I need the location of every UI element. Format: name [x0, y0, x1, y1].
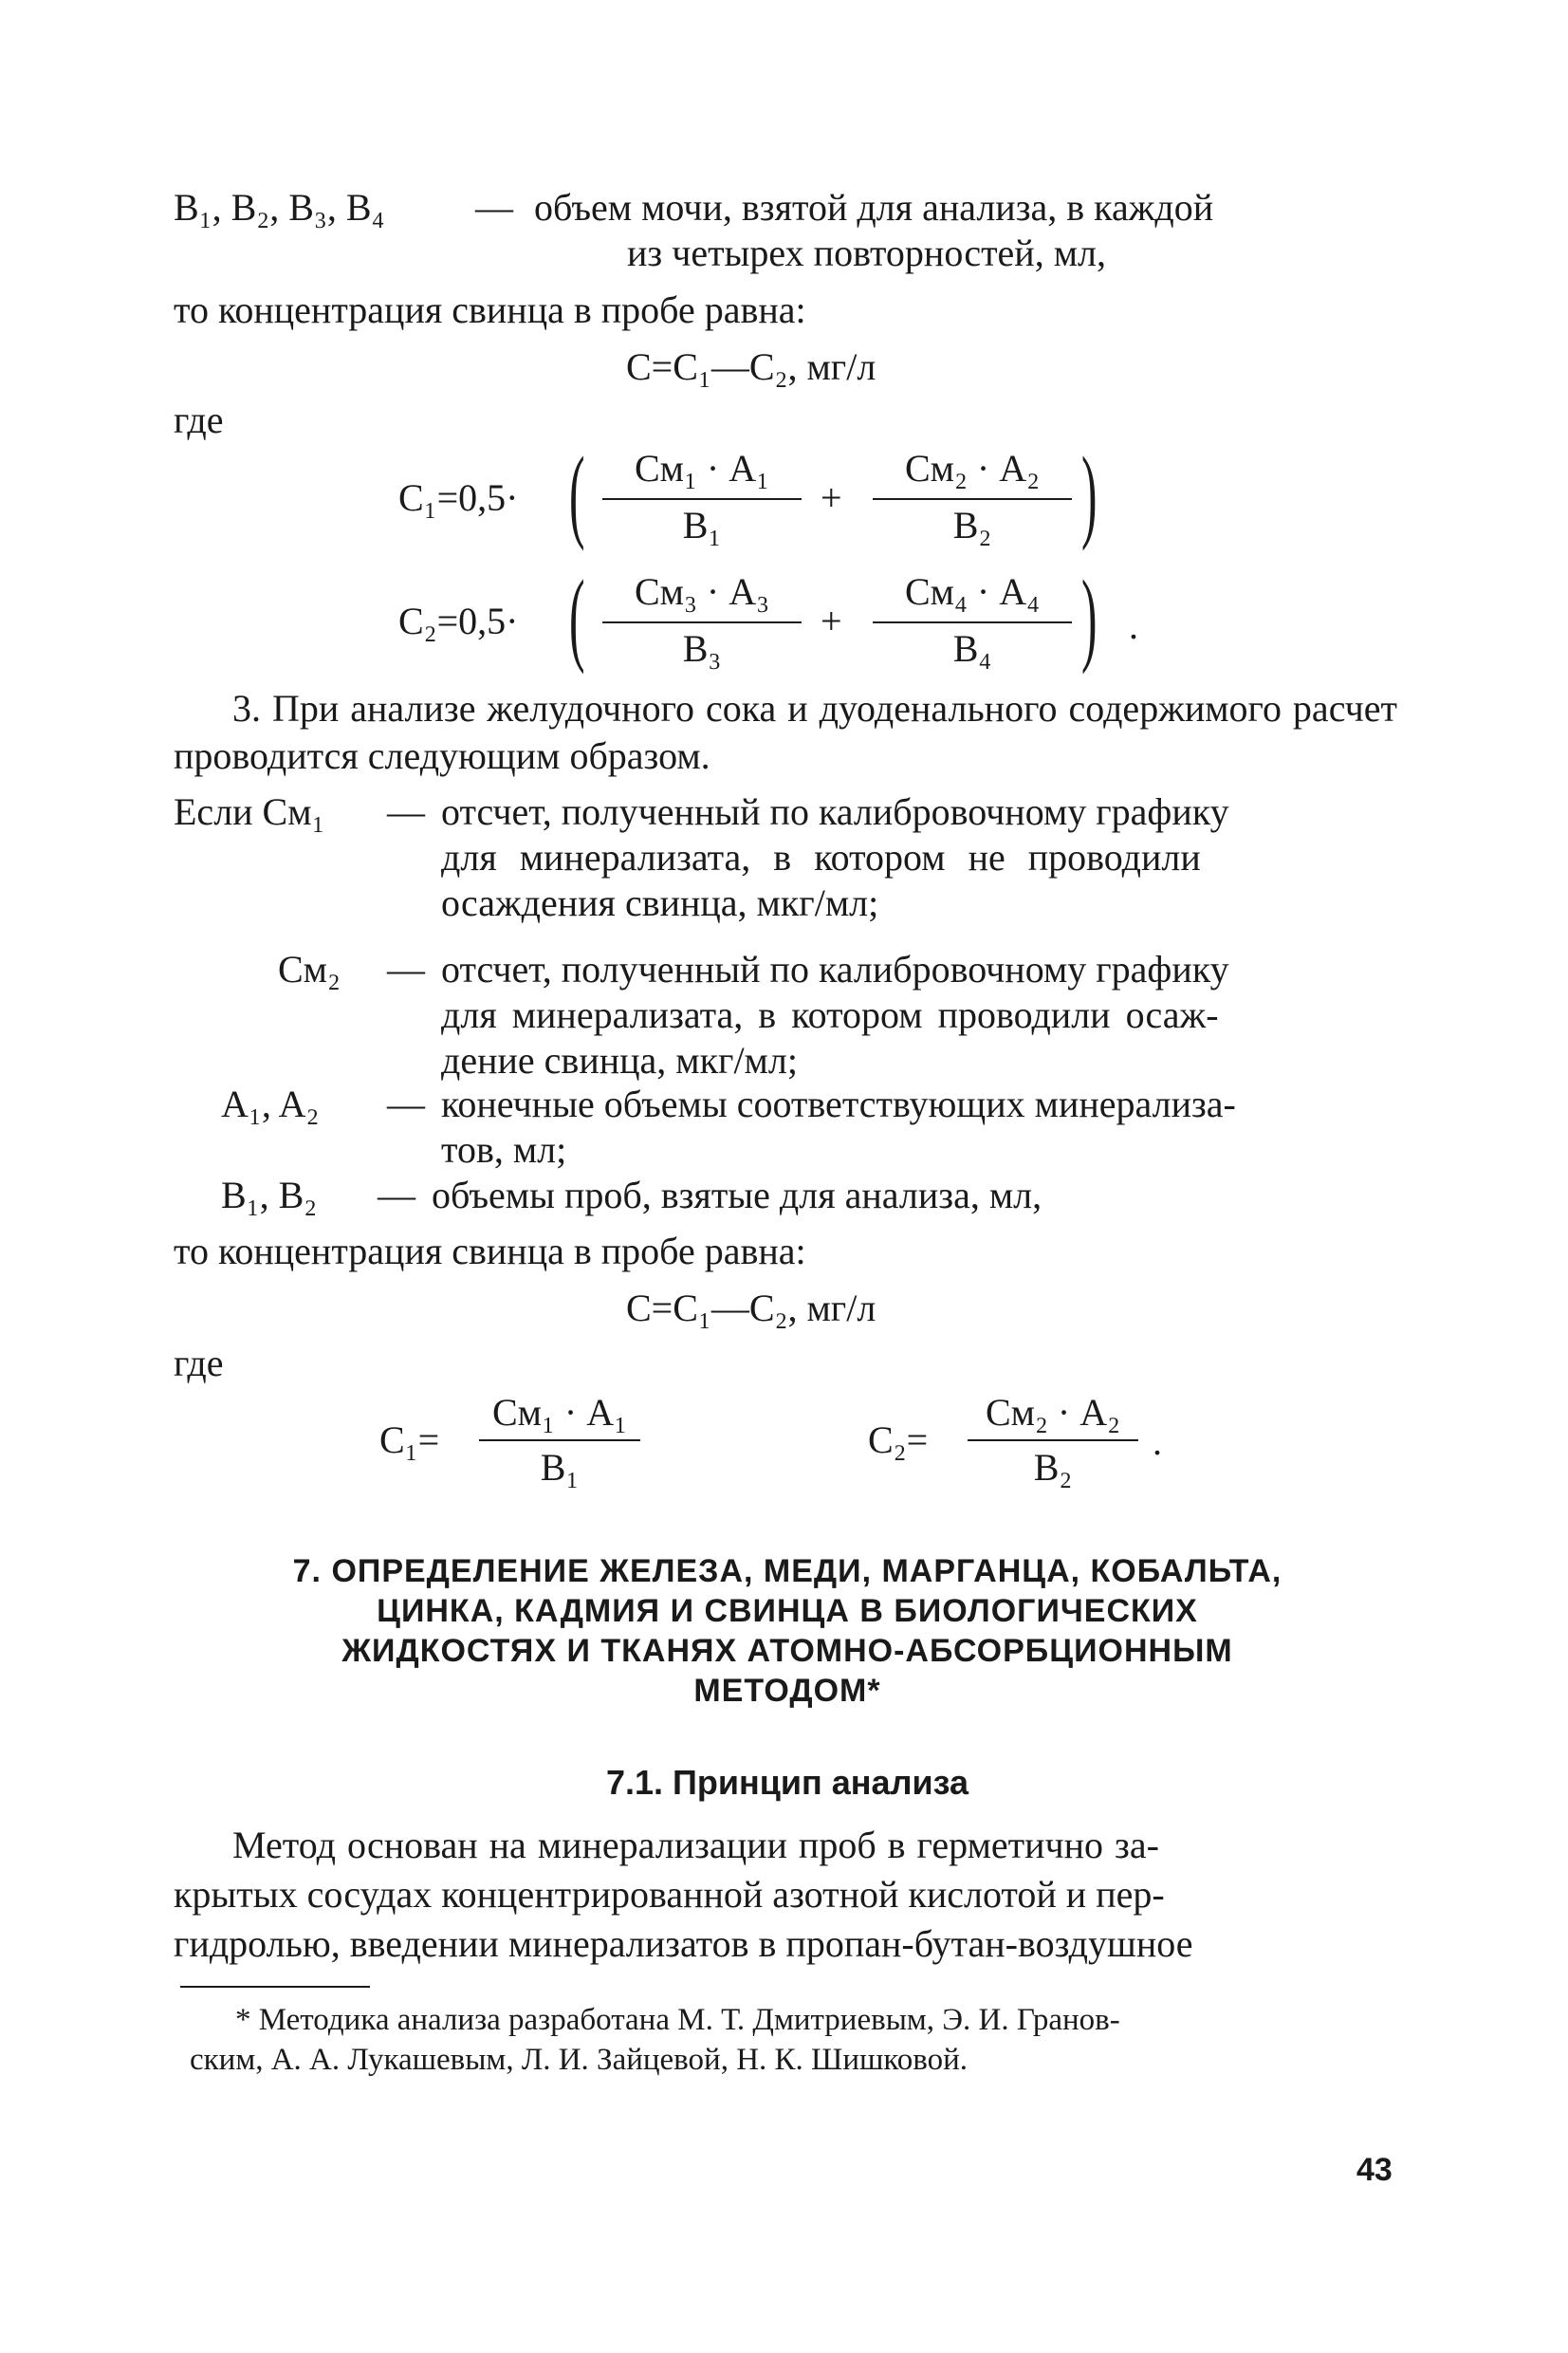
where-label: где — [174, 398, 224, 441]
definition-term: Cм₂ — [278, 948, 341, 991]
definition-text — [432, 1173, 1042, 1218]
plus-sign: + — [821, 600, 842, 642]
fraction-denominator: B₁ — [682, 504, 722, 547]
right-paren: ) — [1081, 435, 1098, 551]
fraction-bar — [602, 621, 802, 623]
footnote-line: ским, А. А. Лукашевым, Л. И. Зайцевой, Н. К. Шишковой. — [190, 2043, 968, 2077]
fraction-bar — [873, 621, 1072, 623]
definition-line: тов, мл; — [441, 1128, 567, 1171]
definition-line: объемы проб, взятые для анализа, мл, — [432, 1174, 1042, 1216]
definition-line: осаждения свинца, мкг/мл; — [441, 881, 879, 924]
heading-line: 7. ОПРЕДЕЛЕНИЕ ЖЕЛЕЗА, МЕДИ, МАРГАНЦА, КОБАЛЬТА, — [292, 1553, 1282, 1589]
fraction-denominator: B₄ — [952, 627, 992, 670]
definition-line: для минерализата, в котором не проводили — [441, 836, 1201, 879]
fraction-denominator: B₃ — [682, 627, 722, 670]
fraction-bar — [602, 498, 802, 500]
formula-c2 — [398, 560, 1176, 683]
definition-dash: — — [475, 186, 513, 229]
definition-dash: — — [387, 790, 425, 833]
definition-dash: — — [387, 948, 425, 991]
left-paren: ( — [569, 435, 585, 551]
definition-cm1 — [174, 789, 1407, 932]
definition-line: отсчет, полученный по калибровочному графику — [441, 948, 1229, 991]
fraction-numerator: Cм₃ · A₃ — [634, 570, 770, 613]
formula-end-period: . — [1153, 1420, 1162, 1463]
heading-line: ЦИНКА, КАДМИЯ И СВИНЦА В БИОЛОГИЧЕСКИХ — [377, 1593, 1198, 1629]
formula-simple — [379, 1380, 1186, 1504]
formula-c1 — [398, 436, 1138, 560]
definition-line: объем мочи, взятой для анализа, в каждой — [534, 186, 1214, 229]
fraction-bar — [479, 1439, 640, 1441]
formula-lhs: С₁=0,5· — [398, 476, 519, 519]
definition-line: конечные объемы соответствующих минерализа- — [441, 1083, 1236, 1125]
definition-line: из четырех повторностей, мл, — [627, 232, 1106, 274]
heading-line: ЖИДКОСТЯХ И ТКАНЯХ АТОМНО-АБСОРБЦИОННЫМ — [341, 1633, 1233, 1669]
definition-b1-b2 — [174, 1173, 1407, 1220]
fraction-numerator: Cм₂ · A₂ — [985, 1391, 1121, 1434]
body-line: гидролью, введении минерализатов в пропан-бутан-воздушное — [174, 1922, 1193, 1965]
heading-line: МЕТОДОМ* — [693, 1673, 881, 1709]
fraction — [873, 436, 1072, 560]
body-line: Метод основан на минерализации проб в герметично за- — [232, 1824, 1159, 1866]
fraction-numerator: Cм₂ · A₂ — [904, 447, 1041, 490]
definition-term: B₁, B₂ — [221, 1174, 318, 1216]
left-paren: ( — [569, 559, 585, 675]
right-paren: ) — [1081, 559, 1098, 675]
page-number: 43 — [1356, 2152, 1393, 2188]
fraction — [479, 1380, 640, 1504]
body-line: крытых сосудах концентрированной азотной кислотой и пер- — [174, 1873, 1165, 1916]
footnote — [190, 2000, 1404, 2080]
fraction-numerator: Cм₁ · A₁ — [491, 1391, 628, 1434]
formula-lhs: С₂= — [868, 1418, 929, 1461]
fraction — [873, 560, 1072, 683]
fraction — [968, 1380, 1138, 1504]
definition-term: Если Cм₁ — [174, 790, 325, 833]
formula-lhs: С₂=0,5· — [398, 600, 519, 642]
concentration-intro: то концентрация свинца в пробе равна: — [174, 288, 806, 331]
definition-line: отсчет, полученный по калибровочному графику — [441, 790, 1229, 833]
fraction-denominator: B₂ — [952, 504, 992, 547]
fraction-bar — [968, 1439, 1138, 1441]
formula-lhs: С₁= — [379, 1418, 440, 1461]
definition-term: A₁, A₂ — [221, 1083, 320, 1125]
section-subheading: 7.1. Принцип анализа — [605, 1763, 969, 1802]
definition-dash: — — [387, 1083, 425, 1125]
plus-sign: + — [821, 476, 842, 519]
footnote-line: * Методика анализа разработана М. Т. Дмитриевым, Э. И. Гранов- — [235, 2003, 1120, 2037]
fraction-numerator: Cм₄ · A₄ — [904, 570, 1041, 613]
definition-line: для минерализата, в котором проводили осаж- — [441, 993, 1219, 1036]
formula-main: С=С₁—С₂, мг/л — [626, 1287, 876, 1329]
definition-a1-a2 — [174, 1082, 1407, 1176]
definition-line: дение свинца, мкг/мл; — [441, 1039, 798, 1082]
formula-end-period: . — [1129, 604, 1138, 647]
fraction — [602, 436, 802, 560]
where-label: где — [174, 1342, 224, 1384]
definition-text — [441, 789, 1229, 926]
definition-text — [441, 1082, 1236, 1173]
section-heading — [180, 1551, 1394, 1711]
fraction-bar — [873, 498, 1072, 500]
definition-b1-b4 — [174, 185, 1407, 280]
footnote-divider — [180, 1986, 370, 1988]
fraction-denominator: B₁ — [540, 1446, 580, 1489]
fraction — [602, 560, 802, 683]
definition-text — [534, 185, 1213, 276]
concentration-intro: то концентрация свинца в пробе равна: — [174, 1230, 806, 1272]
fraction-numerator: Cм₁ · A₁ — [634, 447, 770, 490]
definition-term: B₁, B₂, B₃, B₄ — [174, 186, 385, 229]
definition-dash: — — [378, 1174, 415, 1216]
definition-cm2 — [174, 947, 1407, 1089]
formula-main: С=С₁—С₂, мг/л — [626, 345, 876, 388]
fraction-denominator: B₂ — [1033, 1446, 1073, 1489]
paragraph-3: 3. При анализе желудочного сока и дуоденального содержимого расчет проводится следующим образом. — [174, 687, 1397, 777]
definition-text — [441, 947, 1229, 1084]
